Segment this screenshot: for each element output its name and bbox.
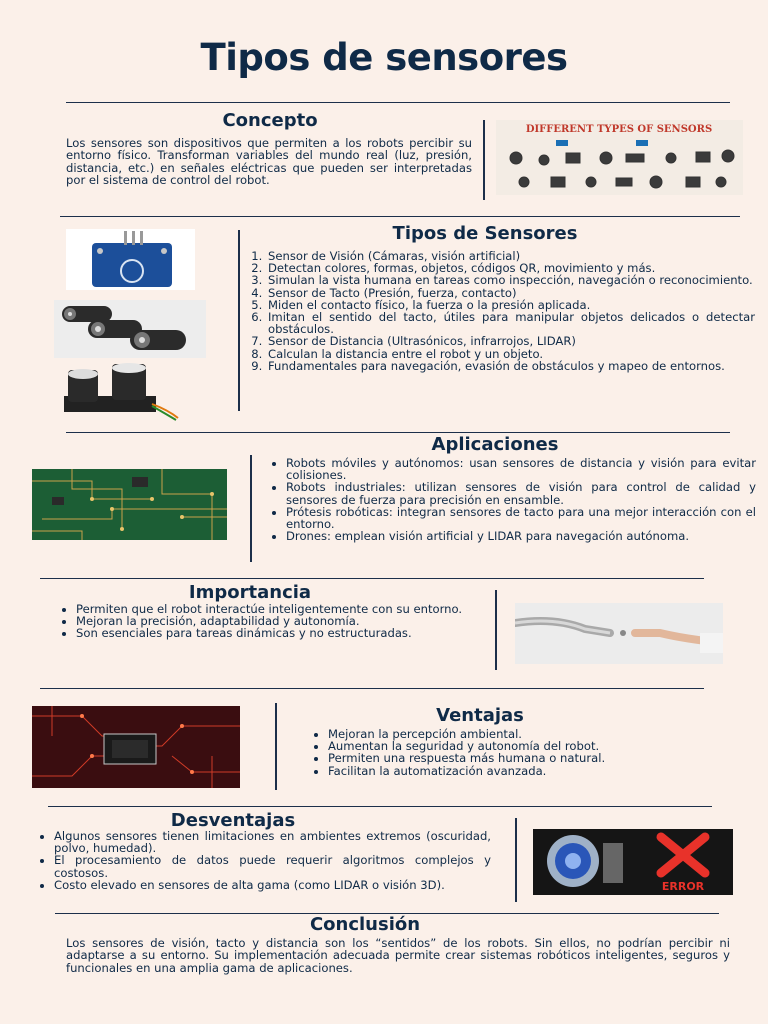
list-item: • Algunos sensores tienen limitaciones en ambientes extremos (oscuridad, polvo, humedad). [54,830,491,854]
list-item: • Prótesis robóticas: integran sensores de tacto para una mejor interacción con el entorno. [286,506,756,530]
camera-sensors-image [54,300,206,358]
circuit-board-image [32,469,227,540]
list-item: 5. Miden el contacto físico, la fuerza o la presión aplicada. [266,299,755,311]
ultrasonic-sensor-image [60,360,182,422]
divider [238,230,240,411]
divider [250,455,252,562]
list-item: • Facilitan la automatización avanzada. [328,765,716,777]
list-item: • Robots industriales: utilizan sensores de visión para control de calidad y sensores de fuerza para precisión en ensamble. [286,481,756,505]
divider [48,806,712,807]
divider [495,590,497,670]
ventajas-list [312,728,716,777]
divider [66,102,730,103]
list-item: • El procesamiento de datos puede requerir algoritmos complejos y costosos. [54,854,491,878]
divider [60,216,740,217]
list-item: • Drones: emplean visión artificial y LIDAR para navegación autónoma. [286,530,756,542]
concepto-text: Los sensores son dispositivos que permiten a los robots percibir su entorno físico. Transforman variables del mundo real (luz, presión, distancia, etc.) en señales eléctricas que pueden ser interpretadas por el sistema de control del robot. [66,136,472,188]
ventajas-heading: Ventajas [436,705,524,726]
list-item: 1. Sensor de Visión (Cámaras, visión artificial) [266,250,755,262]
tipos-heading: Tipos de Sensores [392,223,578,244]
list-item: 3. Simulan la vista humana en tareas como inspección, navegación o reconocimiento. [266,274,755,286]
list-item: 9. Fundamentales para navegación, evasión de obstáculos y mapeo de entornos. [266,360,755,372]
page-title: Tipos de sensores [200,36,568,79]
list-item: 4. Sensor de Tacto (Presión, fuerza, contacto) [266,287,755,299]
concepto-heading: Concepto [222,110,318,131]
list-item: • Son esenciales para tareas dinámicas y no estructuradas. [76,627,485,639]
list-item: • Permiten que el robot interactúe inteligentemente con su entorno. [76,603,485,615]
divider [40,688,704,689]
conclusion-heading: Conclusión [309,914,421,935]
desventajas-list [38,830,491,891]
list-item: • Mejoran la percepción ambiental. [328,728,716,740]
robot-error-image [533,829,733,895]
list-item: • Robots móviles y autónomos: usan sensores de distancia y visión para evitar colisiones. [286,457,756,481]
desventajas-heading: Desventajas [170,810,296,831]
divider [515,818,517,902]
divider [40,578,704,579]
list-item: • Aumentan la seguridad y autonomía del robot. [328,740,716,752]
conclusion-text: Los sensores de visión, tacto y distancia son los “sentidos” de los robots. Sin ellos, no podrían percibir ni adaptarse a su entorno. Su implementación adecuada permite crear sistemas robóticos inteligentes, seguros y funcionales en una amplia gama de aplicaciones. [66,936,730,975]
list-item: 8. Calculan la distancia entre el robot y un objeto. [266,348,755,360]
divider [483,120,485,200]
error-label: ERROR [661,880,705,893]
list-item: 2. Detectan colores, formas, objetos, códigos QR, movimiento y más. [266,262,755,274]
tipos-list [252,250,755,372]
divider [66,432,730,433]
divider [275,703,277,790]
processor-chip-image [32,706,240,788]
sensor-types-caption: DIFFERENT TYPES OF SENSORS [525,124,713,135]
aplicaciones-list [270,457,756,542]
sensor-types-image [496,120,743,195]
robot-human-hands-image [515,603,723,664]
touch-sensor-image [66,229,195,290]
importancia-heading: Importancia [188,582,312,603]
list-item: 6. Imitan el sentido del tacto, útiles para manipular objetos delicados o detectar obstáculos. [266,311,755,335]
list-item: • Costo elevado en sensores de alta gama (como LIDAR o visión 3D). [54,879,491,891]
list-item: • Mejoran la precisión, adaptabilidad y autonomía. [76,615,485,627]
aplicaciones-heading: Aplicaciones [431,434,559,455]
list-item: • Permiten una respuesta más humana o natural. [328,752,716,764]
list-item: 7. Sensor de Distancia (Ultrasónicos, infrarrojos, LIDAR) [266,335,755,347]
importancia-list [60,603,485,640]
